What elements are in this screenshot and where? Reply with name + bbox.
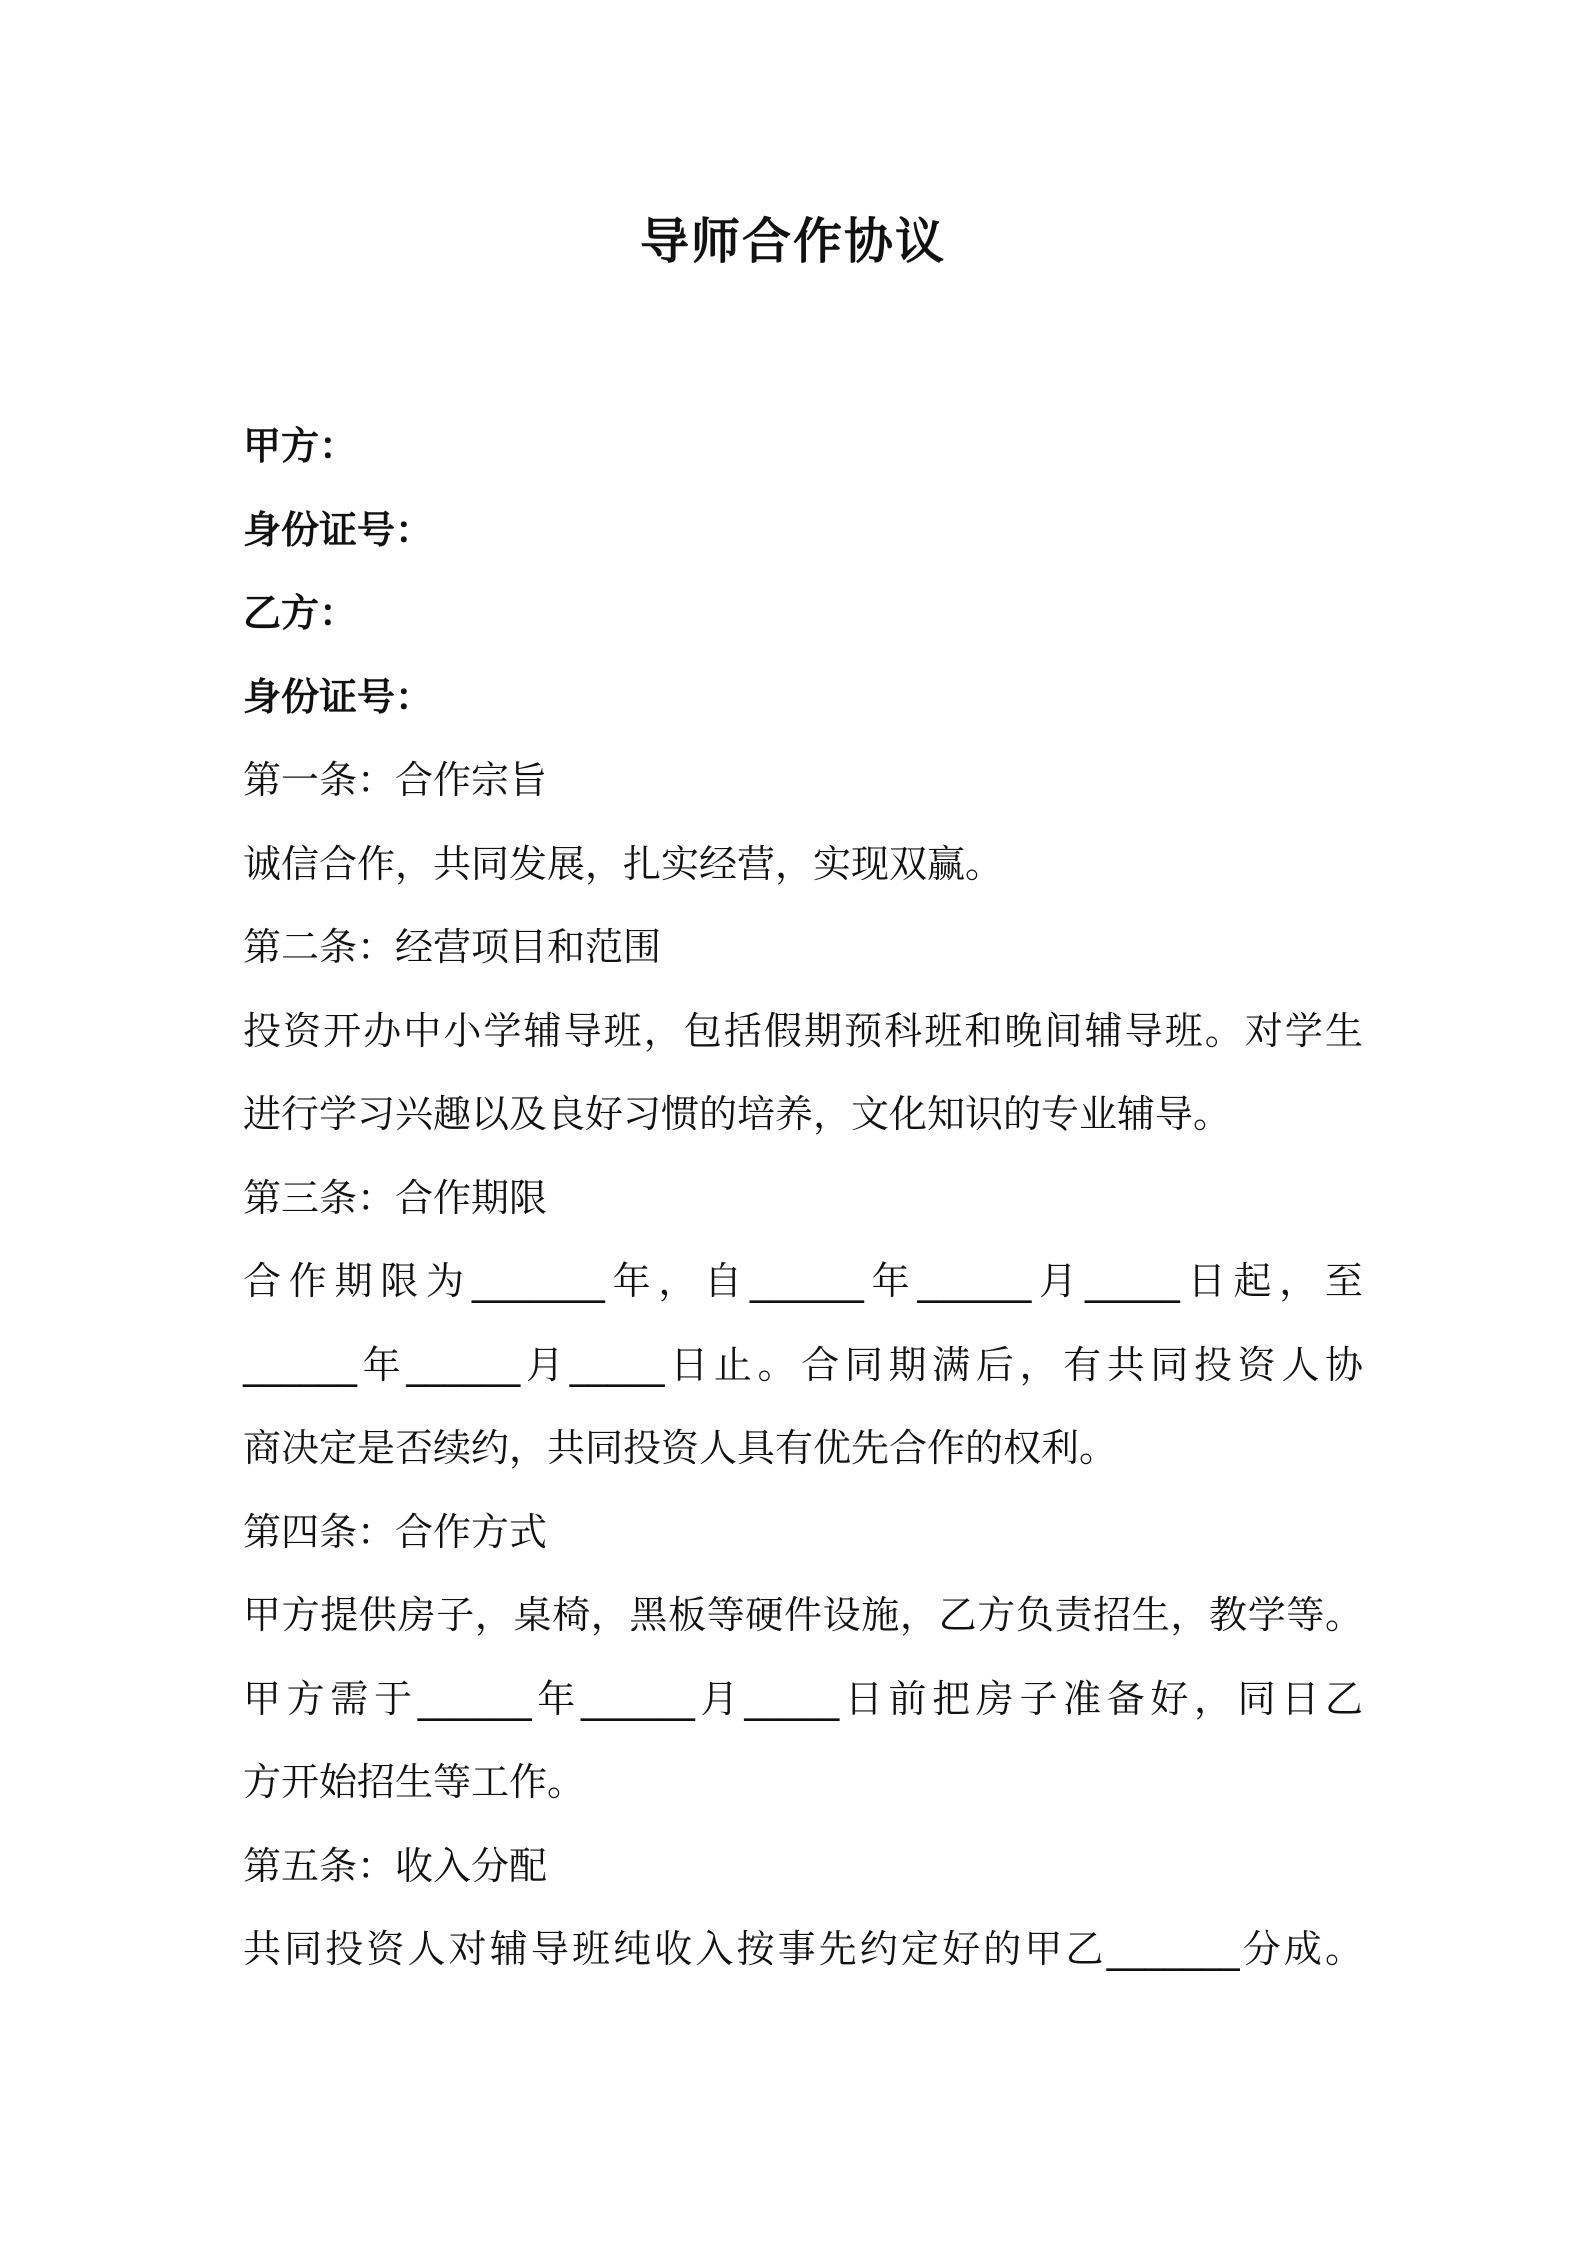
article-4-text-line-3: 方开始招生等工作。	[243, 1760, 586, 1804]
document-title: 导师合作协议	[639, 213, 946, 270]
party-a-id-label: 身份证号：	[243, 507, 434, 552]
article-1-heading: 第一条：合作宗旨	[243, 758, 548, 802]
article-1-text: 诚信合作，共同发展，扎实经营，实现双赢。	[243, 841, 1004, 886]
article-2-text-line-1: 投资开办中小学辅导班，包括假期预科班和晚间辅导班。对学生	[243, 1008, 1363, 1053]
article-4-heading: 第四条：合作方式	[243, 1509, 548, 1554]
article-4-text-line-2: 甲方需于______年______月_____日前把房子准备好，同日乙	[243, 1676, 1363, 1721]
article-3-text-line-1: 合作期限为_______年，自______年______月_____日起，至	[243, 1259, 1363, 1303]
article-2-text-line-2: 进行学习兴趣以及良好习惯的培养，文化知识的专业辅导。	[243, 1092, 1232, 1136]
article-3-text-line-2: ______年______月_____日止。合同期满后，有共同投资人协	[243, 1342, 1363, 1387]
article-3-text-line-3: 商决定是否续约，共同投资人具有优先合作的权利。	[243, 1426, 1118, 1470]
party-a-label: 甲方：	[243, 424, 358, 468]
party-b-id-label: 身份证号：	[243, 674, 434, 719]
article-4-text-line-1: 甲方提供房子，桌椅，黑板等硬件设施，乙方负责招生，教学等。	[243, 1593, 1363, 1637]
party-b-label: 乙方：	[243, 591, 358, 635]
document-body	[243, 405, 1363, 1992]
article-5-text-line-1: 共同投资人对辅导班纯收入按事先约定好的甲乙_______分成。	[243, 1927, 1363, 1971]
article-5-heading: 第五条：收入分配	[243, 1843, 548, 1888]
article-3-heading: 第三条：合作期限	[243, 1175, 548, 1220]
article-2-heading: 第二条：经营项目和范围	[243, 925, 662, 969]
